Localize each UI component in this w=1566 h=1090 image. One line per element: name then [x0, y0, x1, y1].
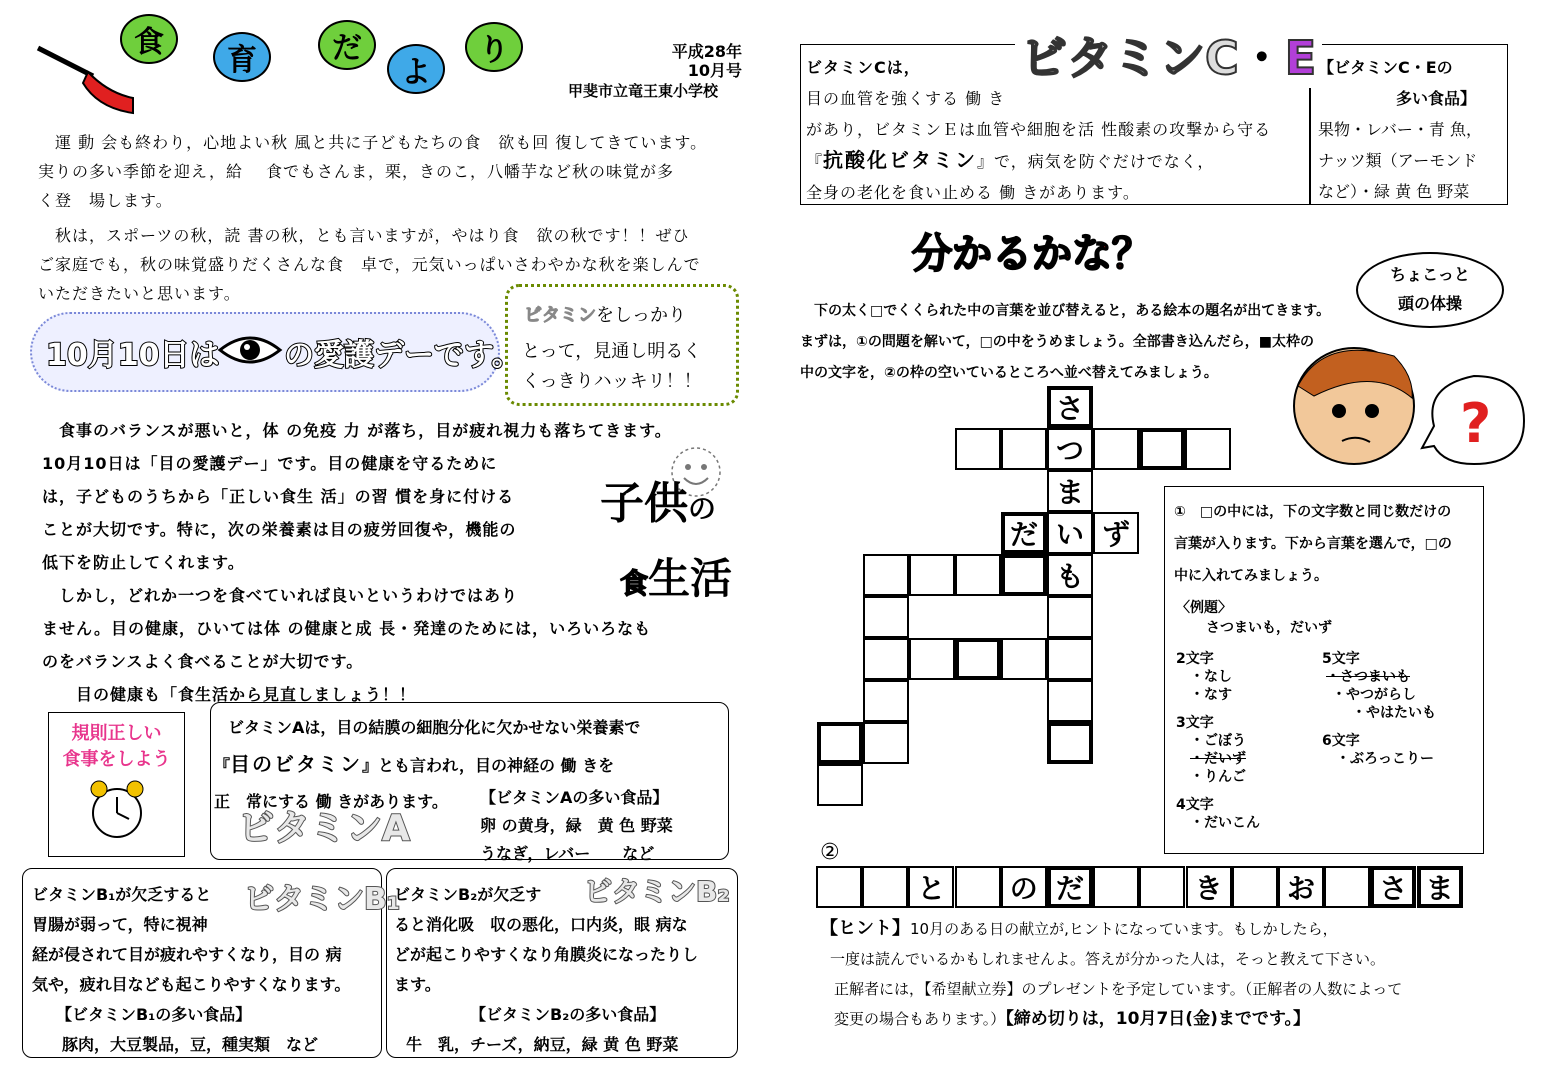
quiz-title: 分かるかな？	[912, 231, 1152, 277]
word-item: ・なす	[1190, 687, 1232, 703]
crossword-given-cell: さ	[1047, 386, 1093, 428]
logo-seikatsu: 生活	[648, 554, 733, 603]
deadline: 【締め切りは，10月7日(金)までです。】	[1005, 1009, 1310, 1029]
answer-cell: ま	[1417, 866, 1463, 908]
quiz-inst-line: 下の太く□でくくられた中の言葉を並び替えると，ある絵本の題名が出てきます。	[814, 303, 1331, 319]
brain-line1: ちょこっと	[1390, 265, 1470, 284]
vitamin-ce-line: があり，ビタミンＥは血管や細胞を活 性酸素の攻撃から守る	[806, 120, 1272, 139]
quiz-instructions	[800, 296, 1330, 389]
alarm-clock-icon	[85, 773, 149, 845]
crossword-cell[interactable]	[863, 638, 909, 680]
logo-kids: 子供	[600, 478, 688, 529]
balance-line: 食事のバランスが悪いと，体 の免疫 力 が落ち，目が疲れ視力も落ちてきます。	[42, 421, 672, 440]
date-year: 平成28年	[671, 42, 742, 61]
vitamin-b2-big-label: ビタミンB₂	[584, 875, 730, 908]
vitamin-b2-line: ると消化吸 収の悪化，口内炎，眼 病な	[394, 915, 688, 934]
word-group-title: 6文字	[1322, 733, 1360, 749]
vitamin-a-line: 正 常にする 働 きがあります。	[214, 792, 448, 811]
issue-date	[650, 42, 742, 80]
bracket: 『	[214, 756, 231, 775]
vitamin-b1-line: 気や，疲れ目なども起こりやすくなります。	[32, 975, 351, 994]
title-char-3: だ	[318, 20, 376, 70]
answer-cell: お	[1278, 866, 1324, 908]
answer-cell: と	[908, 866, 954, 908]
word-item: ・なし	[1190, 669, 1232, 685]
word-list-instructions	[1174, 496, 1452, 592]
crossword-cell[interactable]	[817, 722, 863, 764]
vitamin-ce-foods-title: 多い食品】	[1396, 89, 1477, 108]
crossword-cell[interactable]	[1047, 638, 1093, 680]
hint-label: 【ヒント】	[820, 918, 910, 939]
vitamin-ce-line: 目の血管を強くする 働 き	[806, 89, 1006, 108]
answer-cell[interactable]	[1139, 866, 1185, 908]
vitamin-c-label: ビタミンC	[1021, 31, 1239, 85]
school-name: 甲斐市立竜王東小学校	[568, 82, 719, 100]
vitamin-b1-big-label: ビタミンB₁	[244, 882, 401, 917]
answer-cell[interactable]	[816, 866, 862, 908]
example-label: 〈例題〉	[1176, 600, 1232, 616]
word-group-right	[1322, 650, 1436, 768]
bracket: 『	[806, 152, 824, 171]
balance-line: は，子どものうちから「正しい食生 活」の習 慣を身に付ける	[42, 487, 515, 506]
circle-two-label: ②	[820, 840, 840, 865]
vitamin-b1-line: 胃腸が弱って，特に視神	[32, 915, 208, 934]
quiz-inst-line: まずは，①の問題を解いて，□の中をうめましょう。全部書き込んだら，■太枠の	[800, 334, 1315, 350]
example-words: さつまいも，だいず	[1206, 620, 1332, 636]
eye-day-title: の愛護デーです。	[284, 338, 522, 373]
bubble-line: とって，見通し明るく	[522, 341, 702, 362]
balance-line: 目の健康も「食生活から見直しましょう！！	[42, 685, 417, 704]
crossword-cell[interactable]	[863, 554, 909, 596]
crossword-cell[interactable]	[1047, 596, 1093, 638]
balance-line: ことが大切です。特に，次の栄養素は目の疲労回復や，機能の	[42, 520, 517, 539]
crossword-given-cell: つ	[1047, 428, 1093, 470]
date-month: 10月号	[687, 61, 742, 80]
crossword-cell[interactable]	[1047, 680, 1093, 722]
word-group-title: 2文字	[1176, 651, 1214, 667]
vitamin-ce-food-line: など）・緑 黄 色 野菜	[1318, 182, 1470, 201]
eye-day-date: 10月10日は	[46, 338, 220, 373]
word-item: ・ごぼう	[1190, 733, 1246, 749]
rule-line1: 規則正しい	[71, 723, 162, 744]
vitamin-ce-foods-title: 【ビタミンC・Eの	[1318, 58, 1453, 77]
intro-line: 運 動 会も終わり，心地よい秋 風と共に子どもたちの食 欲も回 復してきています。	[38, 133, 708, 152]
vitamin-ce-rest: 』で，病気を防ぐだけでなく，	[977, 152, 1215, 171]
crossword-given-cell: だ	[1001, 512, 1047, 554]
word-group-left	[1176, 650, 1260, 832]
quiz-inst-line: 中の文字を，②の枠の空いているところへ並べ替えてみましょう。	[800, 365, 1218, 381]
vitamin-b1-line: ビタミンB₁が欠乏すると	[32, 885, 212, 904]
balance-line: 10月10日は「目の愛護デー」です。目の健康を守るために	[42, 454, 498, 473]
bubble-line: くっきりハッキリ！！	[522, 371, 702, 392]
vitamin-b1-line: 経が侵されて目が疲れやすくなり，目の 病	[32, 945, 342, 964]
vitamin-ce-text	[806, 52, 1271, 208]
vitamin-e-label: E	[1284, 31, 1317, 85]
answer-cell[interactable]	[955, 866, 1001, 908]
vitamin-ce-food-line: ナッツ類（アーモンド	[1318, 151, 1478, 170]
vitamin-b2-line: どが起こりやすくなり角膜炎になったりし	[394, 945, 699, 964]
hint-line: 10月のある日の献立が,ヒントになっています。もしかしたら，	[910, 920, 1338, 938]
vitamin-a-line	[214, 746, 640, 784]
crossword-cell[interactable]	[863, 722, 909, 764]
vitamin-b2-line: ビタミンB₂が欠乏す	[394, 885, 542, 904]
crossword-cell[interactable]	[909, 554, 955, 596]
word-item: ・だいこん	[1190, 815, 1260, 831]
rule-box	[48, 712, 185, 857]
balance-line: のをバランスよく食べることが大切です。	[42, 652, 364, 671]
crossword-cell[interactable]	[863, 680, 909, 722]
word-item: ・やはたいも	[1352, 705, 1436, 721]
brain-teaser-bubble	[1356, 252, 1504, 328]
frying-pan-icon	[38, 38, 128, 98]
vitamin-a-food-line: 卵 の黄身，緑 黄 色 野菜	[480, 816, 673, 835]
answer-cell[interactable]	[1324, 866, 1370, 908]
word-group-title: 4文字	[1176, 797, 1214, 813]
word-group-title: 3文字	[1176, 715, 1214, 731]
vitamin-ce-food-line: 果物・レバー・青 魚，	[1318, 120, 1482, 139]
vitamin-a-foods-title: 【ビタミンAの多い食品】	[480, 788, 669, 807]
vitamin-b1-foods-title: 【ビタミンB₁の多い食品】	[56, 1005, 252, 1024]
vitamin-b2-line: ます。	[394, 975, 441, 994]
intro-line: ご家庭でも，秋の味覚盛りだくさんな食 卓で，元気いっぱいさわやかな秋を楽しんで	[38, 255, 701, 274]
intro-line: 実りの多い季節を迎え，給 食でもさんま，栗，きのこ，八幡芋など秋の味覚が多	[38, 162, 675, 181]
eye-vitamin-label: 目のビタミン	[230, 752, 363, 776]
answer-cell[interactable]	[862, 866, 908, 908]
vitamin-a-food-line: うなぎ，レバー など	[480, 844, 655, 863]
crossword-cell[interactable]	[1185, 428, 1231, 470]
word-item: ・ぶろっこりー	[1336, 751, 1434, 767]
logo-shoku: 食	[620, 567, 649, 600]
rule-line2: 食事をしよう	[62, 749, 171, 770]
title-char-2: 育	[213, 32, 271, 82]
crossword-cell[interactable]	[1001, 428, 1047, 470]
crossword-given-cell: ま	[1047, 470, 1093, 512]
vitamin-tip-bubble	[505, 284, 739, 406]
crossword-cell[interactable]	[1093, 428, 1139, 470]
hint-block	[820, 914, 1402, 1034]
word-list-line: 中に入れてみましょう。	[1174, 568, 1328, 584]
intro-line: いただきたいと思います。	[38, 284, 241, 303]
word-group-title: 5文字	[1322, 651, 1360, 667]
balance-line: ません。目の健康，ひいては体 の健康と成 長・発達のためには，いろいろなも	[42, 619, 652, 638]
word-item: ・さつまいも	[1326, 669, 1410, 685]
vitamin-a-big-label: ビタミンA	[238, 808, 410, 849]
title-char-1: 食	[120, 14, 178, 64]
crossword-given-cell: い	[1047, 512, 1093, 554]
crossword-cell[interactable]	[817, 764, 863, 806]
answer-cell: だ	[1047, 866, 1093, 908]
hint-line: 一度は読んでいるかもしれませんよ。答えが分かった人は，そっと教えて下さい。	[830, 950, 1386, 968]
word-list-example	[1176, 598, 1332, 638]
crossword-cell[interactable]	[955, 638, 1001, 680]
intro-line: く登 場します。	[38, 191, 173, 210]
title-char-4: よ	[387, 44, 445, 94]
crossword-cell[interactable]	[955, 554, 1001, 596]
answer-cell: さ	[1370, 866, 1416, 908]
hint-line: 正解者には，【希望献立券】のプレゼントを予定しています。（正解者の人数によって	[834, 980, 1403, 998]
intro-line: 秋は，スポーツの秋，読 書の秋，とも言いますが，やはり食 欲の秋です！！ぜひ	[38, 226, 690, 245]
answer-cell[interactable]	[1093, 866, 1139, 908]
crossword-cell[interactable]	[955, 428, 1001, 470]
vitamin-ce-line: ビタミンCは，	[806, 58, 921, 77]
word-list-line: ① □の中には，下の文字数と同じ数だけの	[1174, 504, 1452, 520]
word-item: ・だいず	[1190, 751, 1246, 767]
balance-line: 低下を防止してくれます。	[42, 553, 245, 572]
vitamin-b2-food-line: 牛 乳，チーズ，納豆，緑 黄 色 野菜	[406, 1035, 679, 1054]
crossword-cell[interactable]	[909, 638, 955, 680]
vitamin-word: ビタミン	[524, 305, 596, 326]
crossword-given-cell: ず	[1093, 512, 1139, 554]
answer-cell: の	[1001, 866, 1047, 908]
crossword-cell[interactable]	[1001, 638, 1047, 680]
word-item: ・りんご	[1190, 769, 1246, 785]
title-char-5: り	[465, 22, 523, 72]
vitamin-a-rest: 』とも言われ，目の神経の 働 きを	[362, 756, 615, 775]
eye-icon	[218, 330, 282, 370]
hint-line: 変更の場合もあります。）	[834, 1010, 1006, 1028]
vitamin-ce-foods	[1318, 52, 1482, 207]
vitamin-a-foods	[480, 784, 673, 868]
kids-logo	[600, 480, 716, 533]
brain-line2: 頭の体操	[1397, 294, 1462, 313]
svg-text:?: ?	[1460, 392, 1492, 455]
kids-logo-2	[620, 546, 732, 606]
word-list-line: 言葉が入ります。下から言葉を選んで，□の	[1174, 536, 1452, 552]
crossword-given-cell: も	[1047, 554, 1093, 596]
bubble-line: をしっかり	[596, 305, 686, 326]
answer-cell: き	[1186, 866, 1232, 908]
vitamin-ce-line	[806, 145, 1271, 177]
intro-text	[38, 128, 748, 308]
vitamin-b2-foods-title: 【ビタミンB₂の多い食品】	[470, 1005, 666, 1024]
crossword-cell[interactable]	[1047, 722, 1093, 764]
word-item: ・やつがらし	[1332, 687, 1416, 703]
vitamin-ce-line: 全身の老化を食い止める 働 きがあります。	[806, 183, 1140, 202]
vitamin-b1-food-line: 豚肉，大豆製品，豆，種実類 など	[62, 1035, 319, 1054]
crossword-cell[interactable]	[1139, 428, 1185, 470]
dot: ・	[1238, 31, 1285, 85]
crossword-cell[interactable]	[1001, 554, 1047, 596]
crossword-cell[interactable]	[863, 596, 909, 638]
answer-cell[interactable]	[1232, 866, 1278, 908]
balance-line: しかし，どれか一つを食べていれば良いというわけではあり	[42, 586, 519, 605]
antioxidant-label: 抗酸化ビタミン	[823, 148, 978, 172]
vitamin-a-line: ビタミンAは，目の結膜の細胞分化に欠かせない栄養素で	[228, 718, 641, 737]
logo-no: の	[688, 492, 717, 525]
